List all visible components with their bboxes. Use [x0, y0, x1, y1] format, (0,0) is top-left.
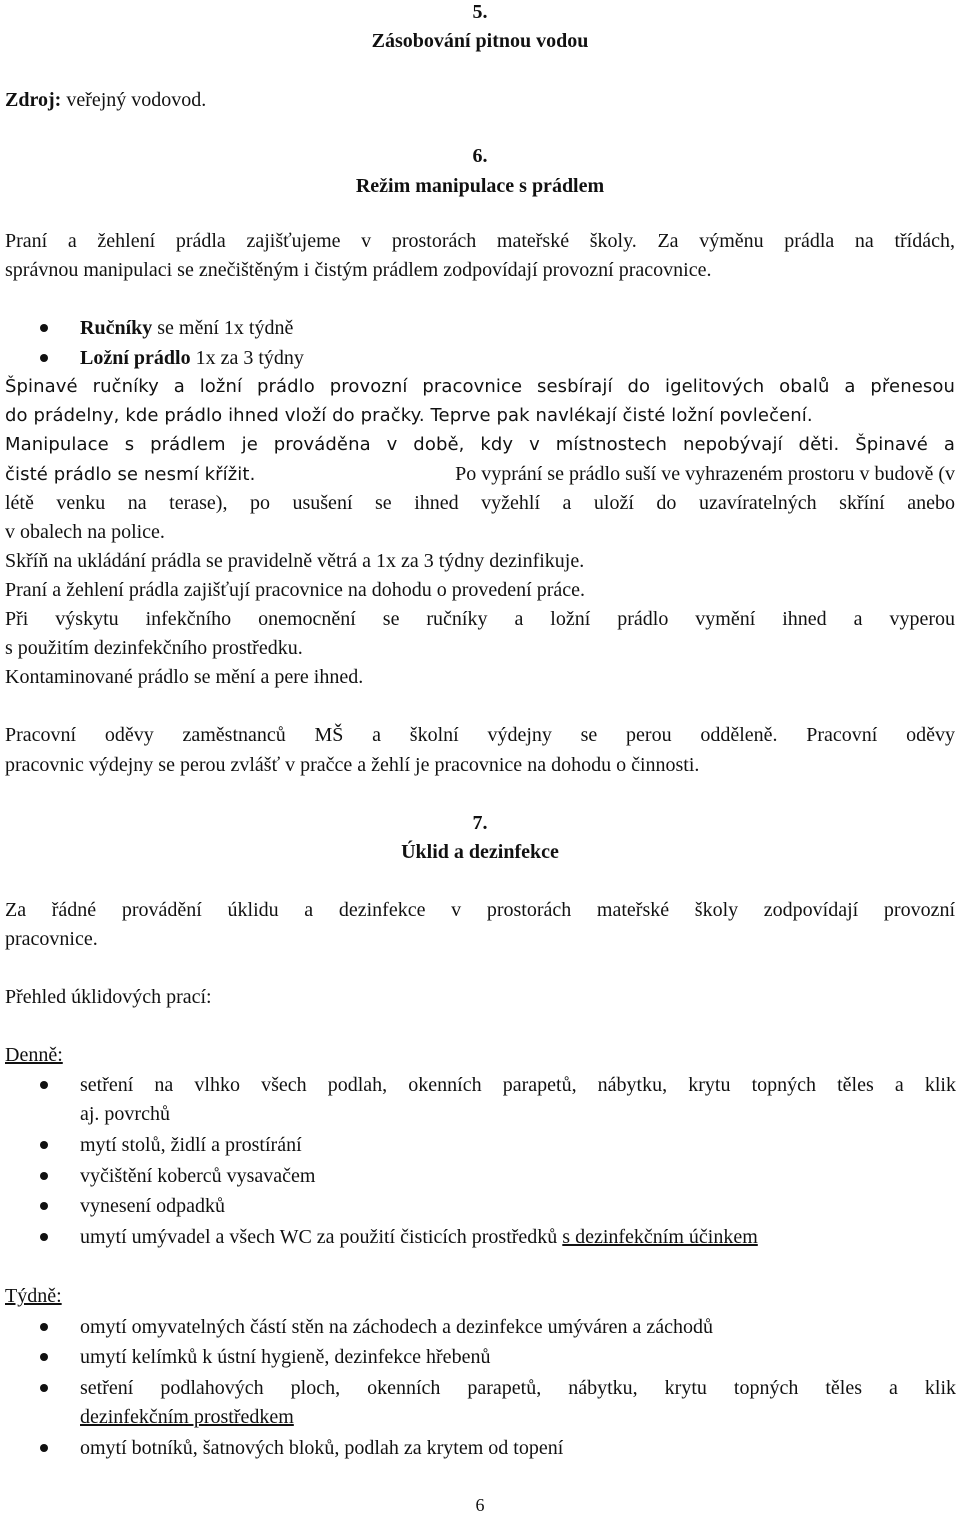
bullet-dot	[40, 324, 48, 332]
bullet-dot	[40, 354, 48, 362]
infection-line-1: Při výskytu infekčního onemocnění se ručníky a ložní prádlo vymění ihned a vyperou	[5, 608, 955, 630]
water-source	[5, 85, 206, 115]
bullet-dot	[40, 1081, 48, 1089]
laundry-intro-line-2: správnou manipulaci se znečištěným i čistým prádlem zodpovídají provozní pracovnice.	[5, 259, 712, 281]
daily-item-3: vyčištění koberců vysavačem	[80, 1165, 316, 1187]
weekly-label: Týdně:	[5, 1285, 62, 1307]
towels-rule: se mění 1x týdně	[152, 317, 294, 339]
contaminated-line: Kontaminované prádlo se mění a pere ihned.	[5, 666, 364, 688]
washing-staff-line: Praní a žehlení prádla zajišťují pracovnice na dohodu o provedení práce.	[5, 579, 585, 601]
workwear-line-2: pracovnic výdejny se perou zvlášť v pračce a žehlí je pracovnice na dohodu o činnosti.	[5, 754, 700, 776]
bullet-dot	[40, 1323, 48, 1331]
page-number: 6	[475, 1495, 485, 1515]
bullet-dot	[40, 1233, 48, 1241]
drying-text: Po vyprání se prádlo suší ve vyhrazeném prostoru v budově (v	[455, 463, 955, 485]
infection-line-2: s použitím dezinfekčního prostředku.	[5, 637, 303, 659]
bullet-dot	[40, 1172, 48, 1180]
drying-line-2: létě venku na terase), po usušení se ihned vyžehlí a uloží do uzavíratelných skříní anebo	[5, 492, 955, 514]
bedding-rule: 1x za 3 týdny	[190, 347, 304, 369]
bedding-bullet	[80, 343, 304, 373]
bullet-dot	[40, 1353, 48, 1361]
cleaning-intro-line-1: Za řádné provádění úklidu a dezinfekce v prostorách mateřské školy zodpovídají provozní	[5, 899, 955, 921]
bullet-dot	[40, 1444, 48, 1452]
bedding-label: Ložní prádlo	[80, 347, 191, 369]
laundry-intro-line-1: Praní a žehlení prádla zajišťujeme v prostorách mateřské školy. Za výměnu prádla na třídách,	[5, 230, 955, 252]
workwear-line-1: Pracovní oděvy zaměstnanců MŠ a školní výdejny se perou odděleně. Pracovní oděvy	[5, 724, 955, 746]
no-mixing-text: čisté prádlo se nesmí křížit.	[5, 464, 256, 485]
section-6-number: 6.	[472, 145, 488, 167]
dirty-laundry-line-2: do prádelny, kde prádlo ihned vloží do pračky. Teprve pak navlékají čisté ložní povlečení.	[5, 405, 813, 426]
daily-item-1-line-2: aj. povrchů	[80, 1103, 170, 1125]
water-source-value: veřejný vodovod.	[61, 89, 207, 111]
water-source-label: Zdroj:	[5, 89, 62, 111]
daily-item-5-underlined: s dezinfekčním účinkem	[562, 1226, 758, 1248]
daily-item-1-line-1: setření na vlhko všech podlah, okenních parapetů, nábytku, krytu topných těles a klik	[80, 1074, 956, 1096]
daily-label: Denně:	[5, 1044, 63, 1066]
section-5-number: 5.	[472, 1, 488, 23]
towels-bullet	[80, 313, 293, 343]
daily-item-2: mytí stolů, židlí a prostírání	[80, 1134, 302, 1156]
section-7-number: 7.	[472, 812, 488, 834]
bullet-dot	[40, 1202, 48, 1210]
daily-item-5-text: umytí umývadel a všech WC za použití čisticích prostředků	[80, 1226, 563, 1248]
bullet-dot	[40, 1384, 48, 1392]
daily-item-5	[80, 1222, 758, 1252]
weekly-item-4: omytí botníků, šatnových bloků, podlah za krytem od topení	[80, 1437, 564, 1459]
drying-line-1	[5, 459, 955, 490]
dirty-laundry-line-1: Špinavé ručníky a ložní prádlo provozní pracovnice sesbírají do igelitových obalů a přenesou	[5, 376, 955, 397]
section-7-title: Úklid a dezinfekce	[401, 841, 559, 863]
weekly-item-1: omytí omyvatelných částí stěn na záchodech a dezinfekce umýváren a záchodů	[80, 1316, 714, 1338]
cleaning-overview: Přehled úklidových prací:	[5, 986, 212, 1008]
bullet-dot	[40, 1141, 48, 1149]
section-6-title: Režim manipulace s prádlem	[355, 175, 605, 197]
weekly-item-3-line-2: dezinfekčním prostředkem	[80, 1406, 294, 1428]
dirty-laundry-line-3: Manipulace s prádlem je prováděna v době, kdy v místnostech nepobývají děti. Špinavé a	[5, 434, 955, 455]
drying-line-3: v obalech na police.	[5, 521, 165, 543]
cleaning-intro-line-2: pracovnice.	[5, 928, 98, 950]
weekly-item-2: umytí kelímků k ústní hygieně, dezinfekce hřebenů	[80, 1346, 491, 1368]
towels-label: Ručníky	[80, 317, 153, 339]
daily-item-4: vynesení odpadků	[80, 1195, 225, 1217]
section-5-title: Zásobování pitnou vodou	[371, 30, 589, 52]
cabinet-line: Skříň na ukládání prádla se pravidelně větrá a 1x za 3 týdny dezinfikuje.	[5, 550, 585, 572]
weekly-item-3-line-1: setření podlahových ploch, okenních parapetů, nábytku, krytu topných těles a klik	[80, 1377, 956, 1399]
